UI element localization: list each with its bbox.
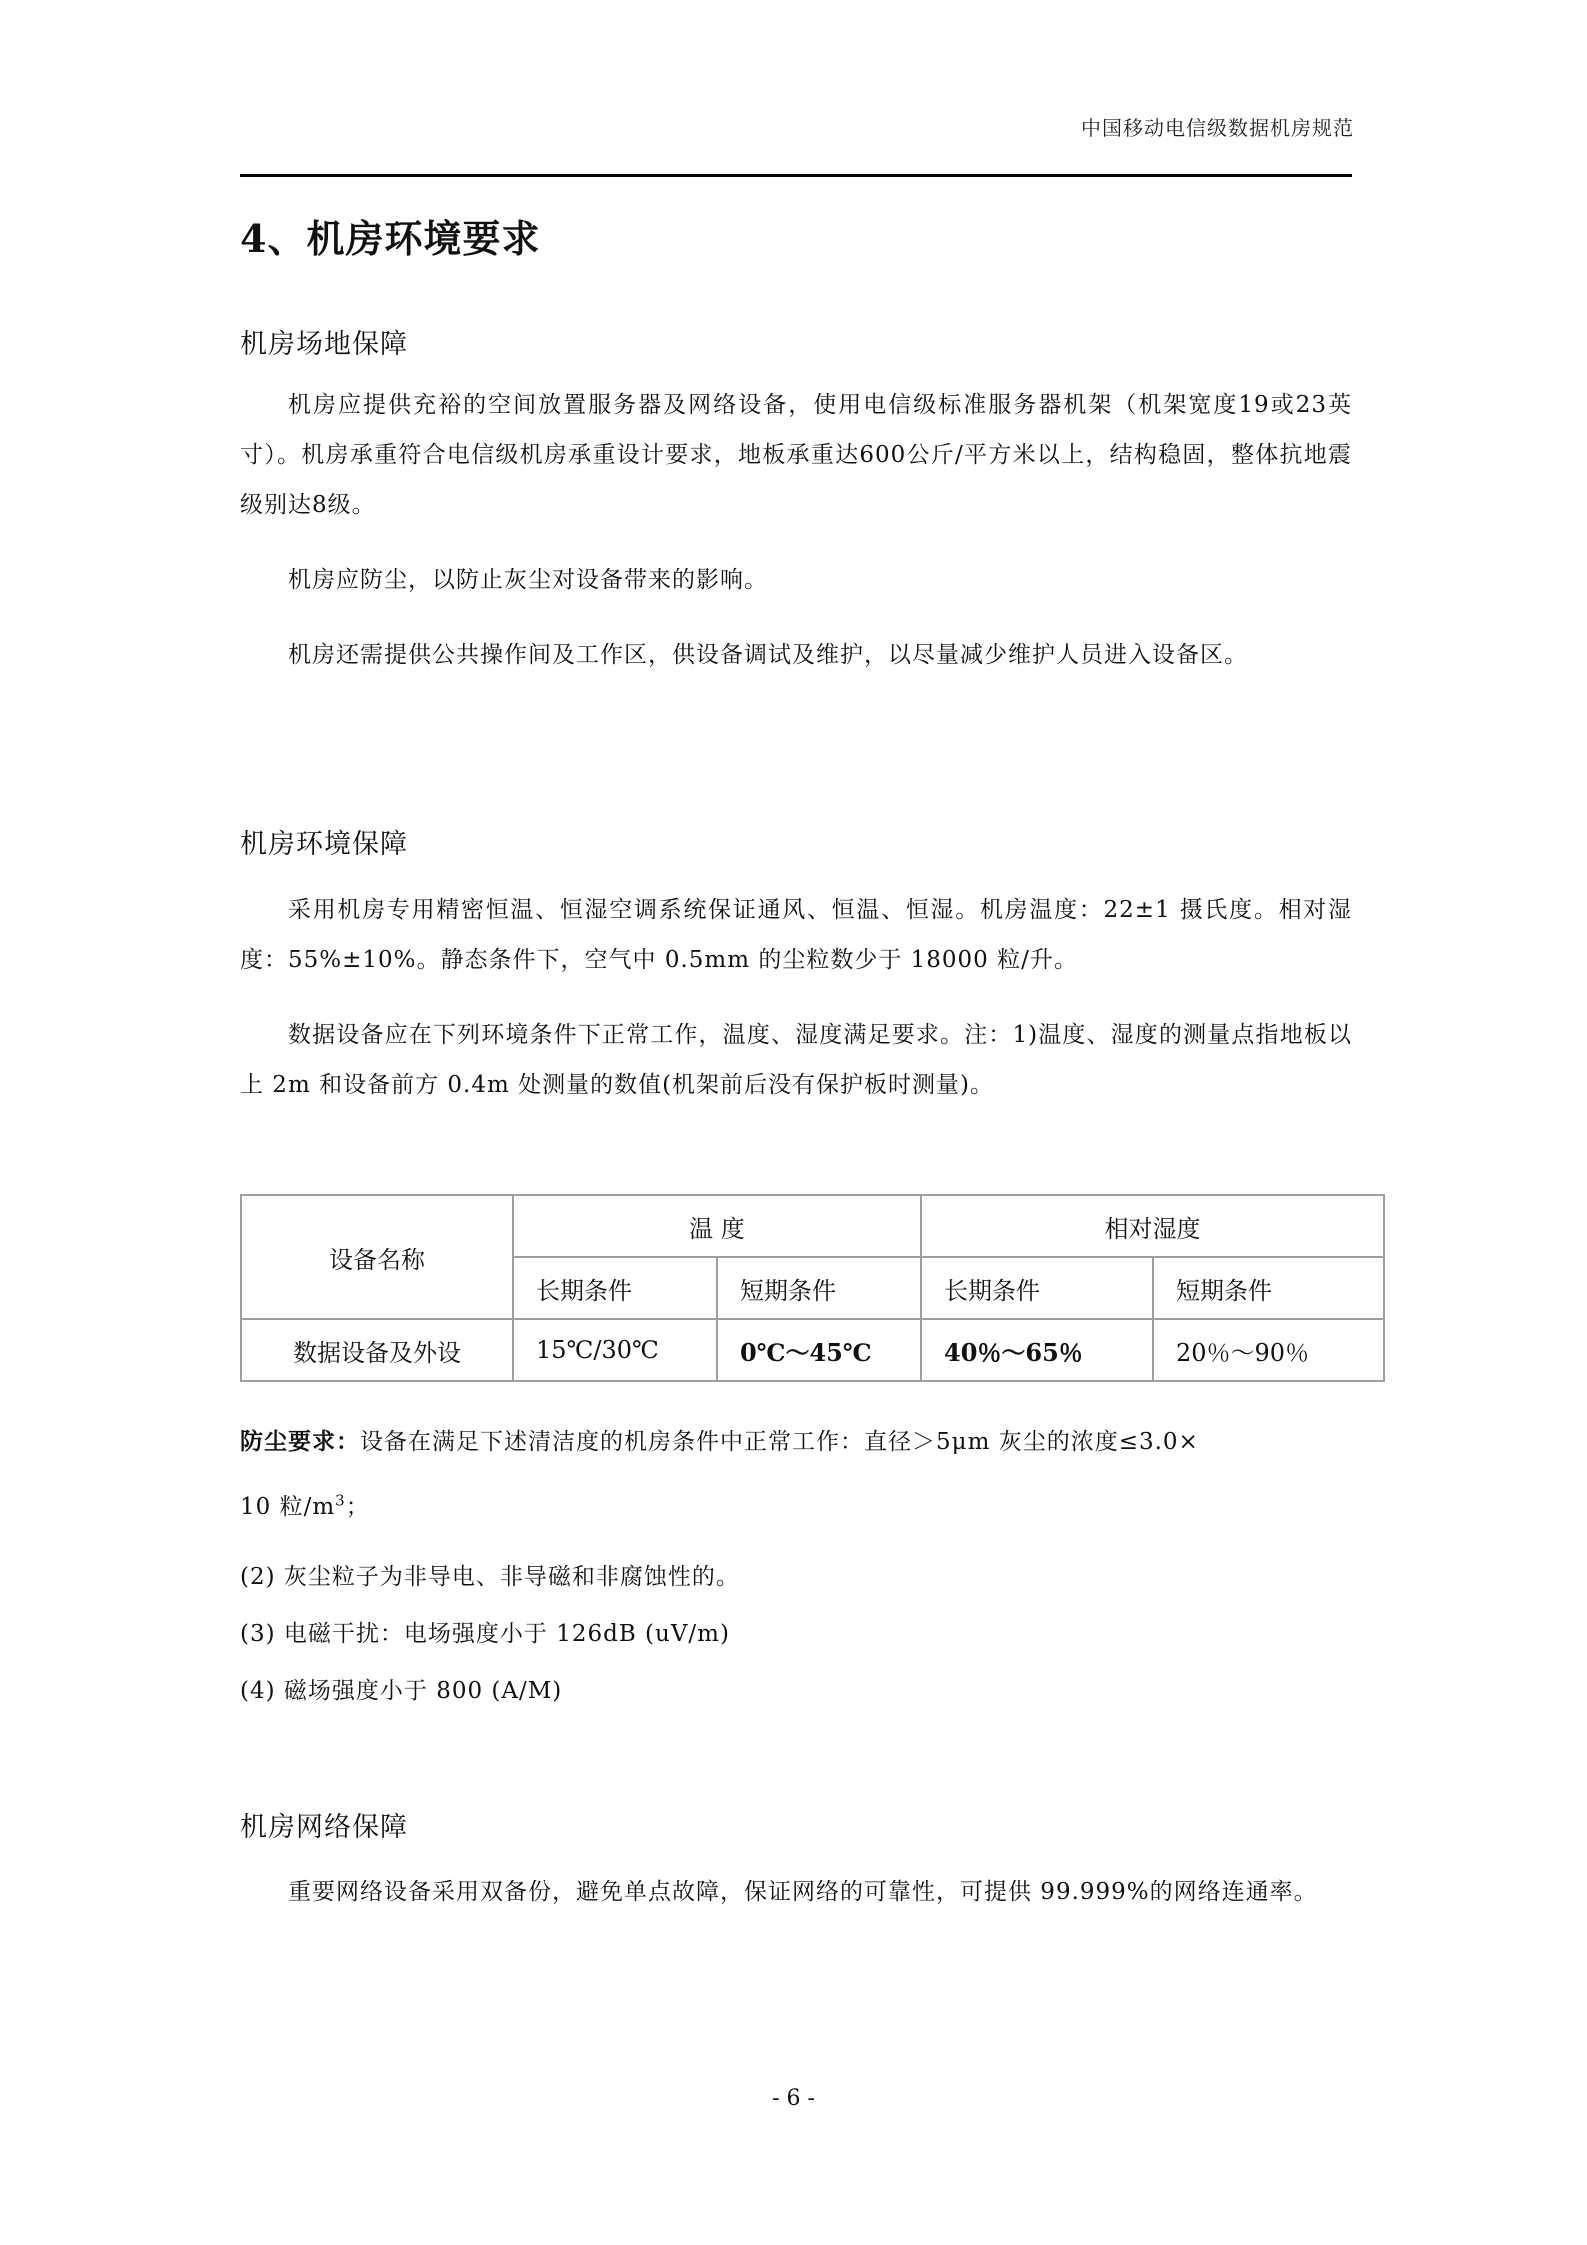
- table-subheader: 短期条件: [717, 1257, 921, 1319]
- section-title-network: 机房网络保障: [240, 1812, 408, 1843]
- paragraph: 重要网络设备采用双备份，避免单点故障，保证网络的可靠性，可提供 99.999%的网络连通率。: [288, 1879, 1318, 1905]
- table-header-temperature: 温 度: [513, 1195, 921, 1257]
- list-item: (3) 电磁干扰：电场强度小于 126dB (uV/m): [240, 1621, 730, 1647]
- dust-requirement: [240, 1417, 1352, 1467]
- table-cell-device: 数据设备及外设: [241, 1319, 513, 1381]
- dust-text: 设备在满足下述清洁度的机房条件中正常工作：直径＞5μm 灰尘的浓度≤3.0×: [360, 1429, 1199, 1455]
- section-title-environment: 机房环境保障: [240, 829, 408, 860]
- table-cell-temp-long: 15℃/30℃: [513, 1319, 717, 1381]
- paragraph: 机房应防尘，以防止灰尘对设备带来的影响。: [288, 567, 768, 593]
- table-subheader: 长期条件: [921, 1257, 1153, 1319]
- chapter-title: 4、机房环境要求: [240, 216, 541, 261]
- table-subheader: 长期条件: [513, 1257, 717, 1319]
- dust-unit-superscript: 3: [335, 1491, 346, 1510]
- table-cell-humidity-long: 40％～65％: [921, 1319, 1153, 1381]
- paragraph: 数据设备应在下列环境条件下正常工作，温度、湿度满足要求。注：1)温度、湿度的测量点指地板以上 2m 和设备前方 0.4m 处测量的数值(机架前后没有保护板时测量)。: [240, 1022, 1352, 1098]
- list-item: (4) 磁场强度小于 800 (A/M): [240, 1678, 563, 1704]
- table-subheader: 短期条件: [1153, 1257, 1384, 1319]
- table-row: [241, 1319, 1384, 1381]
- table-header-humidity: 相对湿度: [921, 1195, 1384, 1257]
- table-cell-humidity-short: 20％～90％: [1153, 1319, 1384, 1381]
- running-header: 中国移动电信级数据机房规范: [1081, 116, 1354, 140]
- dust-unit-end: ；: [345, 1494, 370, 1520]
- page-number: - 6 -: [772, 2086, 815, 2111]
- dust-label: 防尘要求：: [240, 1428, 360, 1455]
- table-cell-temp-short: 0℃～45℃: [717, 1319, 921, 1381]
- list-item: (2) 灰尘粒子为非导电、非导磁和非腐蚀性的。: [240, 1564, 740, 1590]
- table-header-device: 设备名称: [241, 1195, 513, 1319]
- header-divider: [240, 174, 1352, 177]
- dust-requirement-line2: [240, 1488, 370, 1521]
- paragraph: 机房还需提供公共操作间及工作区，供设备调试及维护，以尽量减少维护人员进入设备区。: [288, 642, 1248, 668]
- section-title-site: 机房场地保障: [240, 329, 408, 360]
- dust-unit: 10 粒/m: [240, 1494, 336, 1520]
- environment-table: [240, 1194, 1385, 1382]
- paragraph: 机房应提供充裕的空间放置服务器及网络设备，使用电信级标准服务器机架（机架宽度19或23英寸）。机房承重符合电信级机房承重设计要求，地板承重达600公斤/平方米以上，结构稳固，整体抗地震级别达8级。: [240, 392, 1352, 518]
- paragraph: 采用机房专用精密恒温、恒湿空调系统保证通风、恒温、恒湿。机房温度：22±1 摄氏度。相对湿度：55%±10%。静态条件下，空气中 0.5mm 的尘粒数少于 18000 粒/升。: [240, 897, 1352, 973]
